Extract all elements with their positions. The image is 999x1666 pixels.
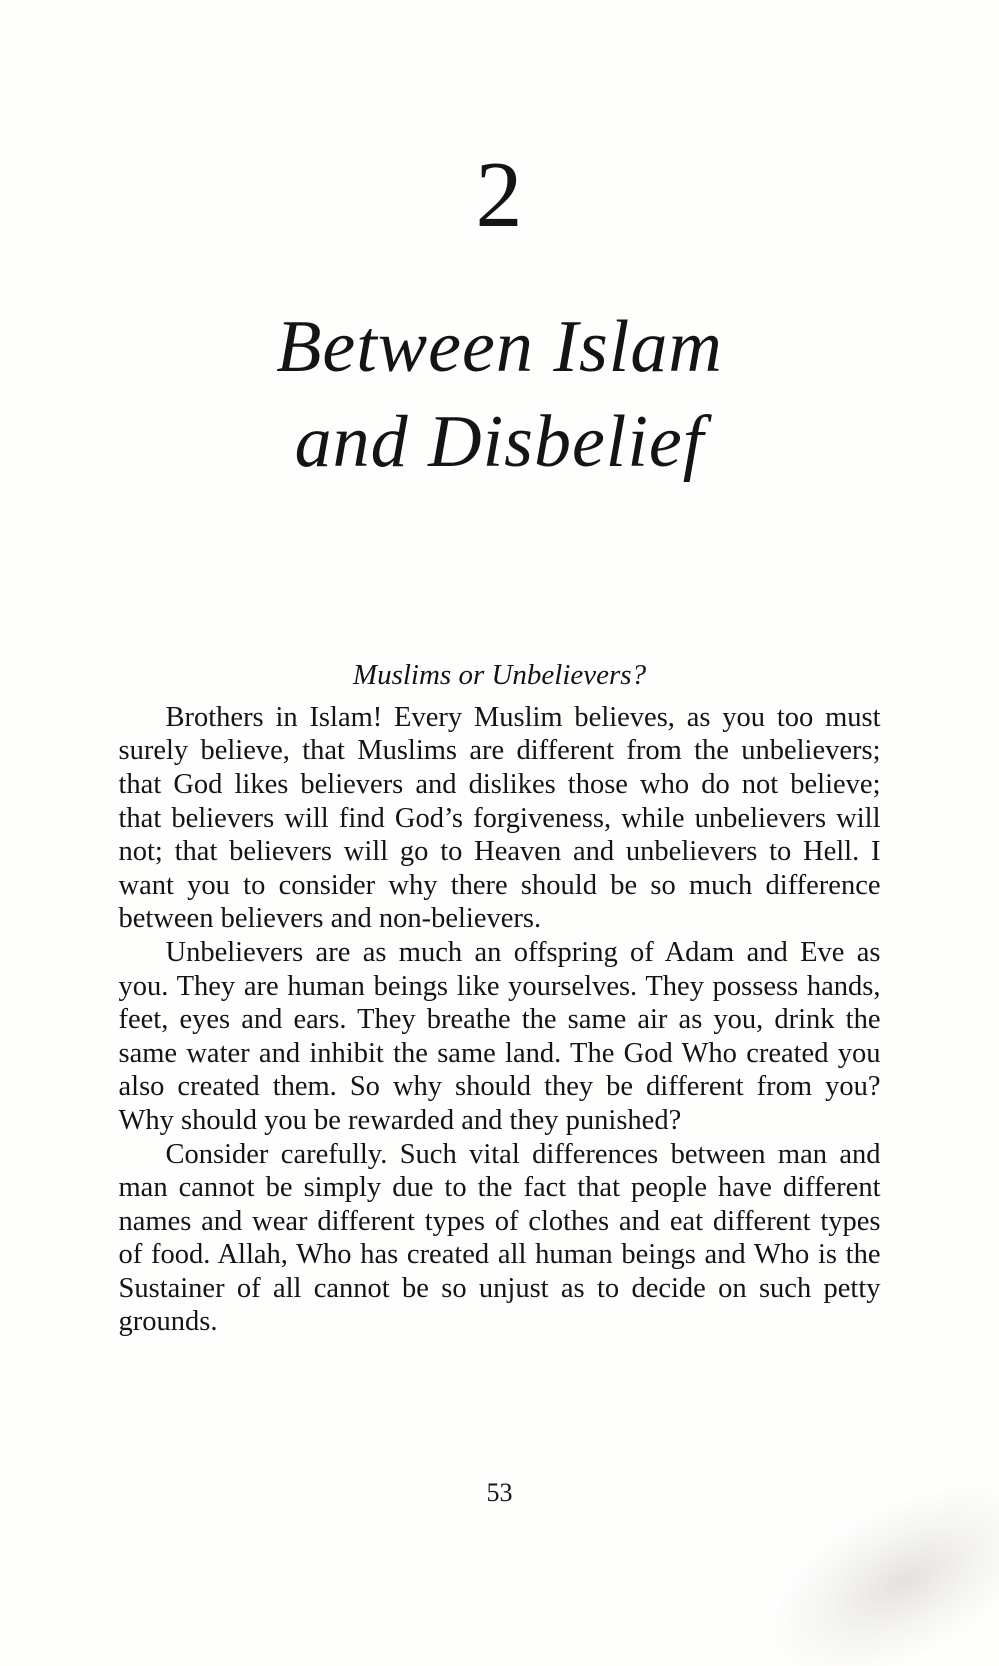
paragraph-3: Consider carefully. Such vital differences between man and man cannot be simply due to the fact that people have different names and wear different types of clothes and eat different types of food. Allah, Who has created all human beings and Who is the Sustainer of all cannot be so unjust as to decide on such petty grounds.: [118, 1138, 881, 1338]
page-number: 53: [486, 1478, 513, 1507]
chapter-title: [0, 300, 999, 490]
section-heading: Muslims or Unbelievers?: [352, 659, 647, 691]
chapter-title-line1: Between Islam: [276, 306, 723, 388]
chapter-title-line2: and Disbelief: [294, 401, 705, 483]
body-text: [119, 701, 881, 1339]
chapter-number: 2: [475, 143, 524, 247]
paragraph-1: Brothers in Islam! Every Muslim believes, as you too must surely believe, that Muslims are different from the unbelievers; that God likes believers and dislikes those who do not believe; that believers will find God’s forgiveness, while unbelievers will not; that believers will go to Heaven and unbelievers to Hell. I want you to consider why there should be so much difference between believers and non-believers.: [118, 701, 881, 935]
paragraph-2: Unbelievers are as much an offspring of Adam and Eve as you. They are human beings like yourselves. They possess hands, feet, eyes and ears. They breathe the same air as you, drink the same water and inhibit the same land. The God Who created you also created them. So why should they be different from you? Why should you be rewarded and they punished?: [118, 936, 881, 1136]
